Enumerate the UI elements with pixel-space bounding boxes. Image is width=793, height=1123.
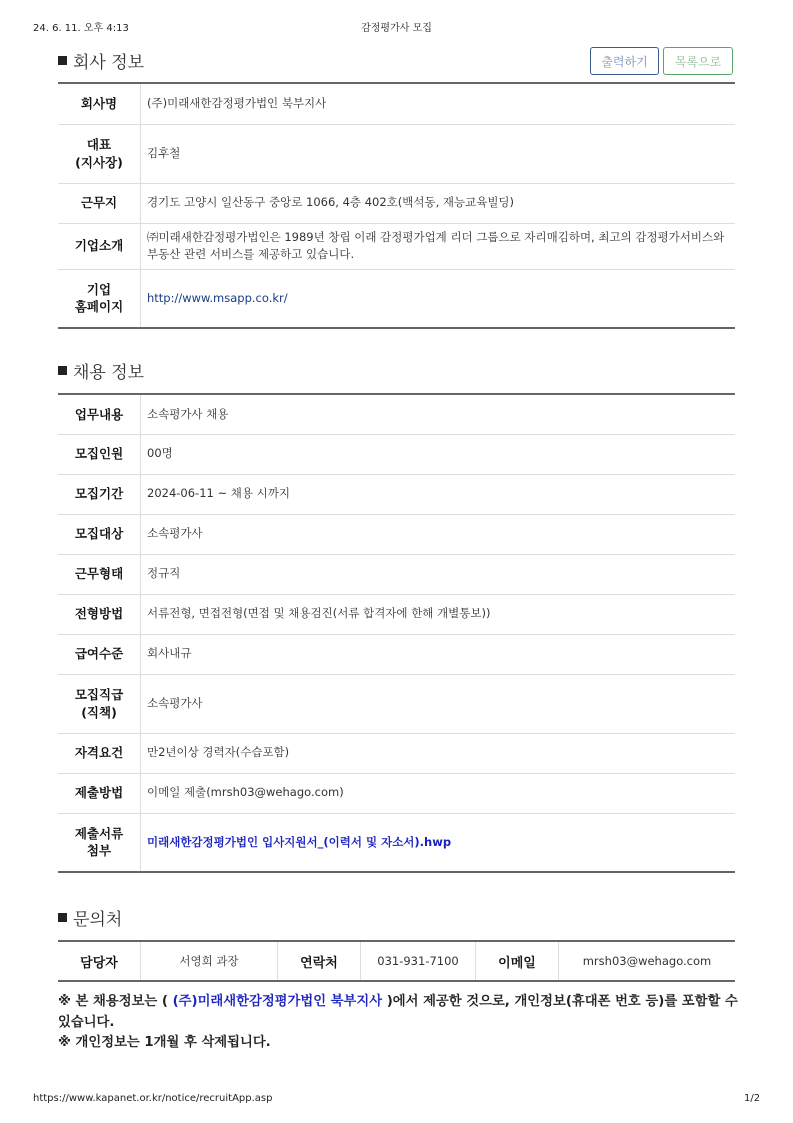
row-value: 정규직	[141, 554, 736, 594]
row-label: 제출방법	[58, 773, 141, 813]
recruit-section-title	[58, 358, 144, 383]
print-datetime: 24. 6. 11. 오후 4:13	[33, 23, 129, 34]
privacy-notice	[58, 992, 740, 1054]
table-row	[58, 223, 735, 269]
row-value: 소속평가사 채용	[141, 394, 736, 434]
table-row	[58, 183, 735, 223]
row-label: 기업 홈페이지	[58, 269, 141, 328]
row-label: 모집직급 (직책)	[58, 674, 141, 733]
row-label: 제출서류 첨부	[58, 813, 141, 872]
row-label: 모집기간	[58, 474, 141, 514]
ceo-value: 김후철	[141, 124, 736, 183]
print-title: 감정평가사 모집	[361, 23, 432, 34]
row-value: 이메일 제출(mrsh03@wehago.com)	[141, 773, 736, 813]
recruit-section-title-text: 채용 정보	[73, 363, 145, 383]
phone-label: 연락처	[278, 941, 361, 981]
table-row	[58, 594, 735, 634]
table-row	[58, 434, 735, 474]
contact-section-title	[58, 905, 122, 930]
company-info-table	[58, 82, 735, 329]
phone-value: 031-931-7100	[361, 941, 476, 981]
attachment-cell	[141, 813, 736, 872]
email-value: mrsh03@wehago.com	[582, 954, 712, 968]
square-bullet-icon	[58, 366, 67, 375]
company-section-title-text: 회사 정보	[73, 53, 145, 73]
notice-line-1	[58, 992, 740, 1033]
table-row	[58, 83, 735, 124]
notice-prefix: ※ 본 채용정보는 (	[58, 994, 173, 1009]
row-label: 기업소개	[58, 223, 141, 269]
notice-line-2: ※ 개인정보는 1개월 후 삭제됩니다.	[58, 1035, 271, 1051]
attachment-link[interactable]: 미래새한감정평가법인 입사지원서_(이력서 및 자소서).hwp	[147, 834, 452, 849]
company-name-value: (주)미래새한감정평가법인 북부지사	[141, 83, 736, 124]
row-label: 회사명	[58, 83, 141, 124]
table-row	[58, 269, 735, 328]
notice-suffix: )에서 제공한 것으로, 개인정보(휴대폰 번호 등)를 포함할 수 있습니다.	[58, 994, 738, 1030]
manager-label: 담당자	[58, 941, 141, 981]
row-label: 대표 (지사장)	[58, 124, 141, 183]
table-row	[58, 941, 735, 981]
contact-section-title-text: 문의처	[73, 910, 123, 930]
print-url: https://www.kapanet.or.kr/notice/recruitApp.asp	[33, 1093, 273, 1104]
row-label: 근무지	[58, 183, 141, 223]
work-location-value: 경기도 고양시 일산동구 중앙로 1066, 4층 402호(백석동, 재능교육빌딩)	[141, 183, 736, 223]
manager-value: 서영희 과장	[141, 941, 278, 981]
row-label: 업무내용	[58, 394, 141, 434]
recruit-info-table	[58, 393, 735, 873]
row-value: 소속평가사	[141, 514, 736, 554]
table-row	[58, 773, 735, 813]
row-label: 모집인원	[58, 434, 141, 474]
table-row	[58, 514, 735, 554]
company-intro-value: ㈜미래새한감정평가법인은 1989년 창립 이래 감정평가업계 리더 그룹으로 자리매김하며, 최고의 감정평가서비스와 부동산 관련 서비스를 제공하고 있습니다.	[141, 223, 736, 269]
row-value: 00명	[141, 434, 736, 474]
contact-table	[58, 940, 735, 982]
row-value: 만2년이상 경력자(수습포함)	[141, 733, 736, 773]
table-row	[58, 124, 735, 183]
homepage-link[interactable]: http://www.msapp.co.kr/	[147, 290, 288, 305]
print-button[interactable]: 출력하기	[590, 47, 659, 75]
back-to-list-button[interactable]: 목록으로	[663, 47, 733, 75]
row-label: 자격요건	[58, 733, 141, 773]
table-row	[58, 634, 735, 674]
row-value: 소속평가사	[141, 674, 736, 733]
table-row	[58, 394, 735, 434]
page-number: 1/2	[744, 1093, 761, 1104]
homepage-cell	[141, 269, 736, 328]
email-label: 이메일	[476, 941, 559, 981]
row-value: 서류전형, 면접전형(면접 및 채용검진(서류 합격자에 한해 개별통보))	[141, 594, 736, 634]
table-row	[58, 554, 735, 594]
table-row	[58, 733, 735, 773]
table-row	[58, 674, 735, 733]
notice-company: (주)미래새한감정평가법인 북부지사	[172, 994, 383, 1009]
table-row	[58, 813, 735, 872]
row-label: 급여수준	[58, 634, 141, 674]
row-value: 2024-06-11 ~ 채용 시까지	[141, 474, 736, 514]
company-section-title	[58, 48, 144, 73]
square-bullet-icon	[58, 913, 67, 922]
row-value: 회사내규	[141, 634, 736, 674]
table-row	[58, 474, 735, 514]
row-label: 근무형태	[58, 554, 141, 594]
row-label: 전형방법	[58, 594, 141, 634]
row-label: 모집대상	[58, 514, 141, 554]
square-bullet-icon	[58, 56, 67, 65]
